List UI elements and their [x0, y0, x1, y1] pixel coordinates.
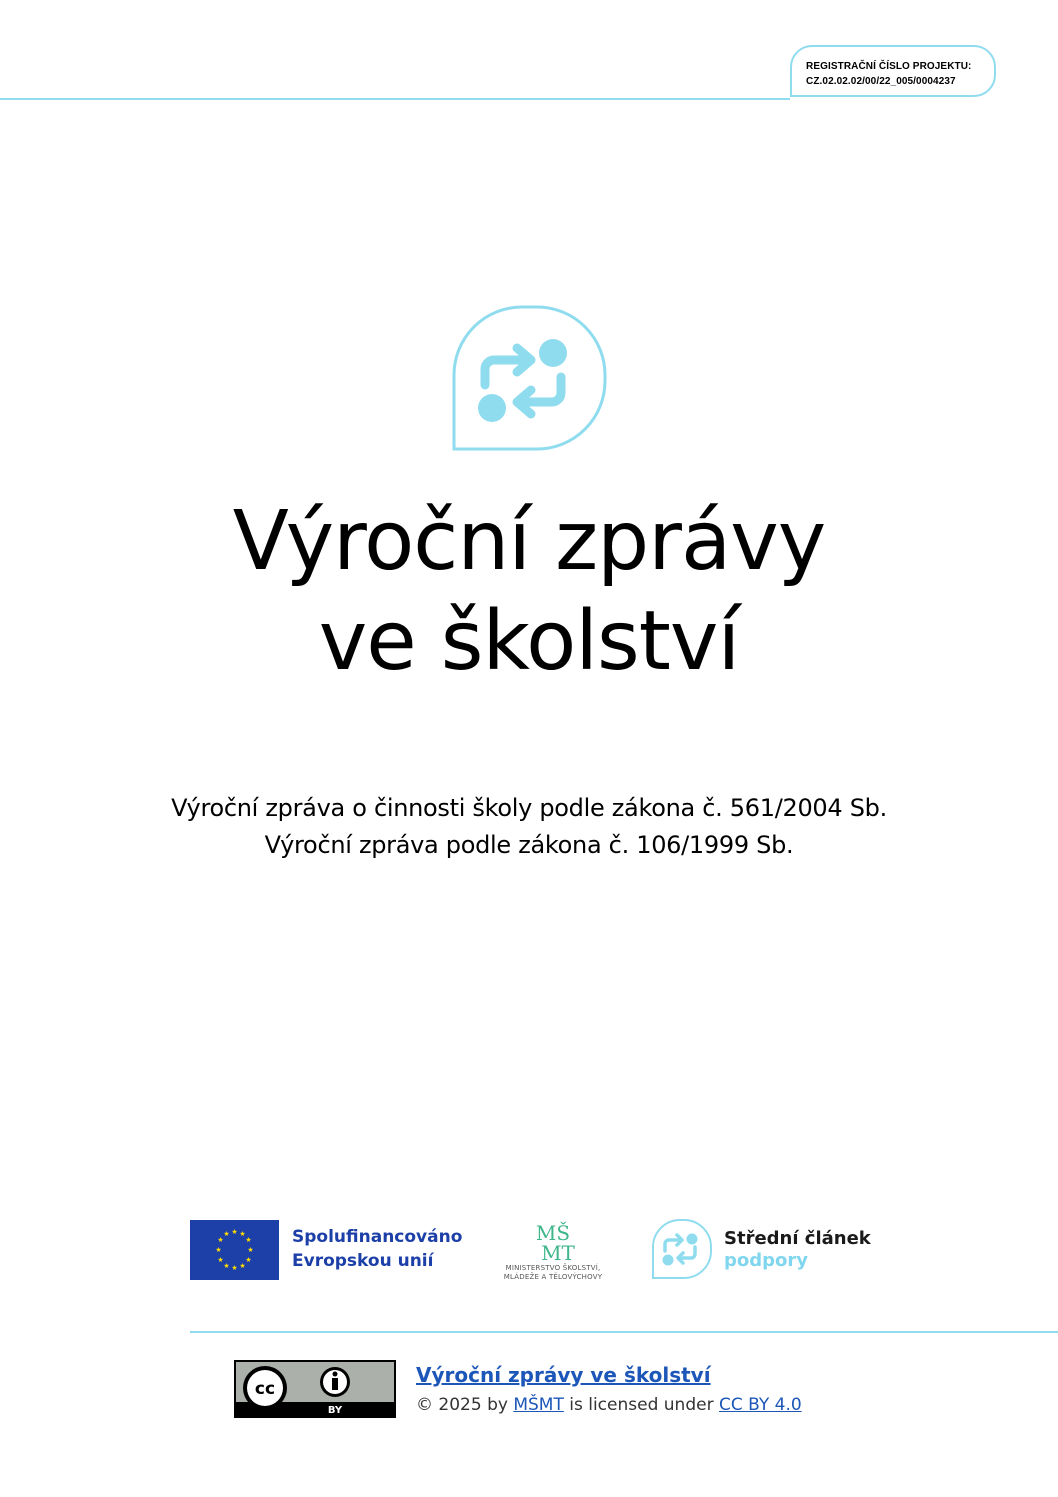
scp-label: [724, 1228, 871, 1272]
msmt-line-2: MLÁDEŽE A TĚLOVÝCHOVY: [503, 1273, 603, 1281]
scp-logo-icon: [651, 1218, 713, 1280]
svg-text:★: ★: [245, 1236, 252, 1244]
svg-text:★: ★: [245, 1256, 252, 1264]
title-line-2: ve školství: [318, 594, 740, 689]
svg-text:★: ★: [217, 1236, 224, 1244]
license-prefix: © 2025 by: [416, 1395, 514, 1415]
svg-text:★: ★: [231, 1264, 238, 1272]
registration-box: [790, 45, 996, 97]
bottom-divider: [190, 1331, 1058, 1333]
msmt-line-1: MINISTERSTVO ŠKOLSTVÍ,: [505, 1264, 601, 1272]
cc-badge-text: cc: [254, 1379, 276, 1399]
top-divider: [0, 98, 790, 100]
svg-text:★: ★: [223, 1230, 230, 1238]
svg-text:★: ★: [215, 1246, 222, 1254]
msmt-caption: [485, 1264, 621, 1282]
msmt-logo: [520, 1218, 586, 1264]
scp-line-1: Střední článek: [724, 1228, 871, 1249]
eu-line-2: Evropskou unií: [292, 1251, 434, 1271]
scp-line-2: podpory: [724, 1250, 808, 1271]
cc-by-badge[interactable]: [234, 1360, 396, 1418]
subtitle: [0, 790, 1058, 864]
svg-text:★: ★: [247, 1246, 254, 1254]
eu-flag-icon: [190, 1220, 279, 1280]
author-link[interactable]: MŠMT: [513, 1395, 564, 1415]
svg-text:★: ★: [239, 1262, 246, 1270]
license-work-title[interactable]: Výroční zprávy ve školství: [416, 1363, 711, 1387]
svg-text:★: ★: [231, 1228, 238, 1236]
refresh-chat-icon: [451, 305, 608, 452]
license-middle: is licensed under: [563, 1395, 719, 1415]
msmt-mark-bottom: MT: [541, 1241, 575, 1264]
title-line-1: Výroční zprávy: [232, 494, 826, 589]
registration-number: CZ.02.02.02/00/22_005/0004237: [806, 76, 956, 87]
eu-line-1: Spolufinancováno: [292, 1227, 463, 1247]
by-badge-text: BY: [327, 1405, 343, 1416]
msmt-mark-top: MŠ: [535, 1221, 571, 1245]
eu-cofinanced-label: [292, 1225, 462, 1273]
svg-text:★: ★: [217, 1256, 224, 1264]
license-statement: [416, 1393, 802, 1417]
subtitle-line-2: Výroční zpráva podle zákona č. 106/1999 Sb.: [264, 831, 794, 859]
registration-label: REGISTRAČNÍ ČÍSLO PROJEKTU:: [806, 61, 972, 72]
license-link[interactable]: CC BY 4.0: [718, 1395, 802, 1415]
svg-text:★: ★: [223, 1262, 230, 1270]
svg-text:★: ★: [239, 1230, 246, 1238]
subtitle-line-1: Výroční zpráva o činnosti školy podle zákona č. 561/2004 Sb.: [171, 794, 887, 822]
page-title: [0, 492, 1058, 692]
